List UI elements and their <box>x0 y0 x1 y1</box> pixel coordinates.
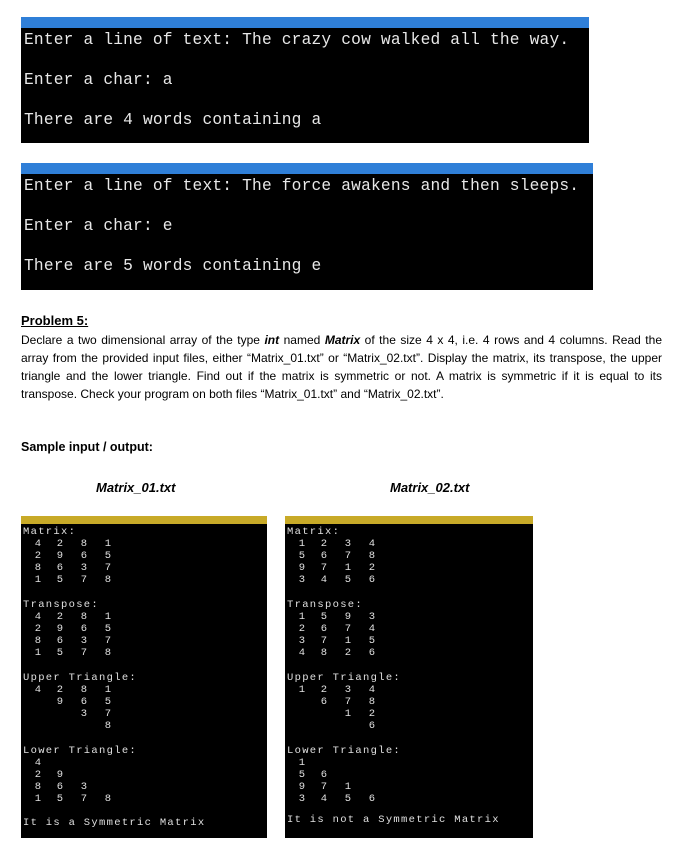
matrix-cell: 3 <box>298 574 305 586</box>
sample-label: Sample input / output: <box>21 440 153 454</box>
lower-cell: 5 <box>298 769 305 781</box>
matrix-cell: 4 <box>320 574 327 586</box>
console-titlebar <box>21 163 593 174</box>
matrix-cell: 7 <box>344 550 351 562</box>
console-titlebar <box>21 516 267 524</box>
text-segment: of the size 4 x 4, i.e. 4 rows and 4 columns. Read the array from the provided input files, either “Matrix_01.txt” or “Matrix_02.txt”. Display the matrix, its transpose, the upper triangle and the lower triangle. Find out if the matrix is symmetric or not. A matrix is symmetric if it is equal to its transpose. Check your program on both files “Matrix_01.txt” and “Matrix_02.txt”. <box>21 333 662 401</box>
matrix-cell: 8 <box>34 562 41 574</box>
transpose-cell: 2 <box>56 611 63 623</box>
matrix-cell: 2 <box>320 538 327 550</box>
transpose-cell: 1 <box>344 635 351 647</box>
problem-heading: Problem 5: <box>21 313 89 328</box>
lower-cell: 2 <box>34 769 41 781</box>
console-line: There are 5 words containing e <box>24 257 322 275</box>
matrix-cell: 1 <box>104 538 111 550</box>
lower-label: Lower Triangle: <box>23 745 138 757</box>
transpose-cell: 3 <box>368 611 375 623</box>
upper-cell: 4 <box>34 684 41 696</box>
transpose-cell: 5 <box>368 635 375 647</box>
upper-cell: 2 <box>368 708 375 720</box>
transpose-cell: 9 <box>56 623 63 635</box>
matrix-cell: 4 <box>34 538 41 550</box>
transpose-cell: 7 <box>320 635 327 647</box>
text-segment: Declare a two dimensional array of the type <box>21 333 265 347</box>
lower-cell: 5 <box>344 793 351 805</box>
console-line: Enter a line of text: The force awakens and then sleeps. <box>24 177 580 195</box>
type-keyword: int <box>264 333 280 347</box>
transpose-cell: 2 <box>344 647 351 659</box>
matrix-cell: 1 <box>344 562 351 574</box>
lower-cell: 8 <box>34 781 41 793</box>
matrix-cell: 8 <box>104 574 111 586</box>
caption-matrix-02: Matrix_02.txt <box>390 480 470 495</box>
matrix-cell: 9 <box>56 550 63 562</box>
lower-cell: 9 <box>298 781 305 793</box>
console-line: Enter a char: e <box>24 217 173 235</box>
upper-cell: 5 <box>104 696 111 708</box>
lower-cell: 6 <box>320 769 327 781</box>
matrix-cell: 5 <box>104 550 111 562</box>
lower-cell: 6 <box>56 781 63 793</box>
transpose-cell: 8 <box>34 635 41 647</box>
upper-cell: 2 <box>320 684 327 696</box>
upper-cell: 7 <box>344 696 351 708</box>
lower-cell: 9 <box>56 769 63 781</box>
lower-cell: 7 <box>80 793 87 805</box>
upper-cell: 8 <box>104 720 111 732</box>
lower-cell: 7 <box>320 781 327 793</box>
transpose-cell: 8 <box>320 647 327 659</box>
upper-cell: 3 <box>344 684 351 696</box>
transpose-cell: 1 <box>298 611 305 623</box>
text-segment: named <box>279 333 325 347</box>
matrix-cell: 4 <box>368 538 375 550</box>
upper-cell: 8 <box>368 696 375 708</box>
upper-cell: 6 <box>80 696 87 708</box>
transpose-cell: 1 <box>34 647 41 659</box>
transpose-cell: 4 <box>368 623 375 635</box>
problem-description <box>21 331 662 403</box>
matrix-cell: 8 <box>80 538 87 550</box>
console-titlebar <box>21 17 589 28</box>
transpose-cell: 8 <box>104 647 111 659</box>
lower-cell: 4 <box>34 757 41 769</box>
transpose-label: Transpose: <box>23 599 100 611</box>
matrix-cell: 6 <box>80 550 87 562</box>
upper-cell: 3 <box>80 708 87 720</box>
upper-cell: 9 <box>56 696 63 708</box>
matrix-cell: 2 <box>34 550 41 562</box>
transpose-cell: 2 <box>298 623 305 635</box>
upper-cell: 2 <box>56 684 63 696</box>
matrix-cell: 5 <box>298 550 305 562</box>
transpose-cell: 3 <box>298 635 305 647</box>
matrix-cell: 6 <box>56 562 63 574</box>
caption-matrix-01: Matrix_01.txt <box>96 480 176 495</box>
console-output-1 <box>21 17 589 143</box>
upper-cell: 4 <box>368 684 375 696</box>
upper-cell: 8 <box>80 684 87 696</box>
matrix-cell: 5 <box>56 574 63 586</box>
transpose-cell: 7 <box>344 623 351 635</box>
console-line: Enter a char: a <box>24 71 173 89</box>
matrix-cell: 1 <box>298 538 305 550</box>
console-titlebar <box>285 516 533 524</box>
lower-cell: 8 <box>104 793 111 805</box>
upper-label: Upper Triangle: <box>23 672 138 684</box>
console-line: There are 4 words containing a <box>24 111 322 129</box>
lower-cell: 5 <box>56 793 63 805</box>
lower-cell: 3 <box>298 793 305 805</box>
matrix-cell: 7 <box>104 562 111 574</box>
transpose-cell: 5 <box>320 611 327 623</box>
matrix-console-1 <box>21 516 267 838</box>
matrix-cell: 2 <box>56 538 63 550</box>
symmetry-result: It is not a Symmetric Matrix <box>287 814 500 826</box>
lower-cell: 1 <box>298 757 305 769</box>
lower-cell: 6 <box>368 793 375 805</box>
matrix-label: Matrix: <box>287 526 341 538</box>
lower-label: Lower Triangle: <box>287 745 402 757</box>
transpose-cell: 4 <box>34 611 41 623</box>
transpose-cell: 8 <box>80 611 87 623</box>
transpose-cell: 6 <box>56 635 63 647</box>
console-output-2 <box>21 163 593 290</box>
upper-cell: 6 <box>368 720 375 732</box>
array-name: Matrix <box>324 333 361 347</box>
upper-cell: 7 <box>104 708 111 720</box>
matrix-cell: 5 <box>344 574 351 586</box>
transpose-label: Transpose: <box>287 599 364 611</box>
lower-cell: 3 <box>80 781 87 793</box>
matrix-label: Matrix: <box>23 526 77 538</box>
matrix-console-2 <box>285 516 533 838</box>
transpose-cell: 3 <box>80 635 87 647</box>
matrix-cell: 1 <box>34 574 41 586</box>
lower-cell: 1 <box>34 793 41 805</box>
transpose-cell: 6 <box>368 647 375 659</box>
transpose-cell: 7 <box>104 635 111 647</box>
lower-cell: 4 <box>320 793 327 805</box>
matrix-cell: 7 <box>80 574 87 586</box>
transpose-cell: 5 <box>56 647 63 659</box>
upper-cell: 6 <box>320 696 327 708</box>
transpose-cell: 5 <box>104 623 111 635</box>
console-line: Enter a line of text: The crazy cow walked all the way. <box>24 31 570 49</box>
transpose-cell: 4 <box>298 647 305 659</box>
upper-label: Upper Triangle: <box>287 672 402 684</box>
matrix-cell: 3 <box>80 562 87 574</box>
lower-cell: 1 <box>344 781 351 793</box>
transpose-cell: 9 <box>344 611 351 623</box>
matrix-cell: 7 <box>320 562 327 574</box>
transpose-cell: 1 <box>104 611 111 623</box>
transpose-cell: 2 <box>34 623 41 635</box>
transpose-cell: 7 <box>80 647 87 659</box>
matrix-cell: 8 <box>368 550 375 562</box>
upper-cell: 1 <box>344 708 351 720</box>
matrix-cell: 6 <box>320 550 327 562</box>
transpose-cell: 6 <box>80 623 87 635</box>
matrix-cell: 6 <box>368 574 375 586</box>
symmetry-result: It is a Symmetric Matrix <box>23 817 206 829</box>
upper-cell: 1 <box>104 684 111 696</box>
matrix-cell: 3 <box>344 538 351 550</box>
transpose-cell: 6 <box>320 623 327 635</box>
matrix-cell: 2 <box>368 562 375 574</box>
matrix-cell: 9 <box>298 562 305 574</box>
upper-cell: 1 <box>298 684 305 696</box>
